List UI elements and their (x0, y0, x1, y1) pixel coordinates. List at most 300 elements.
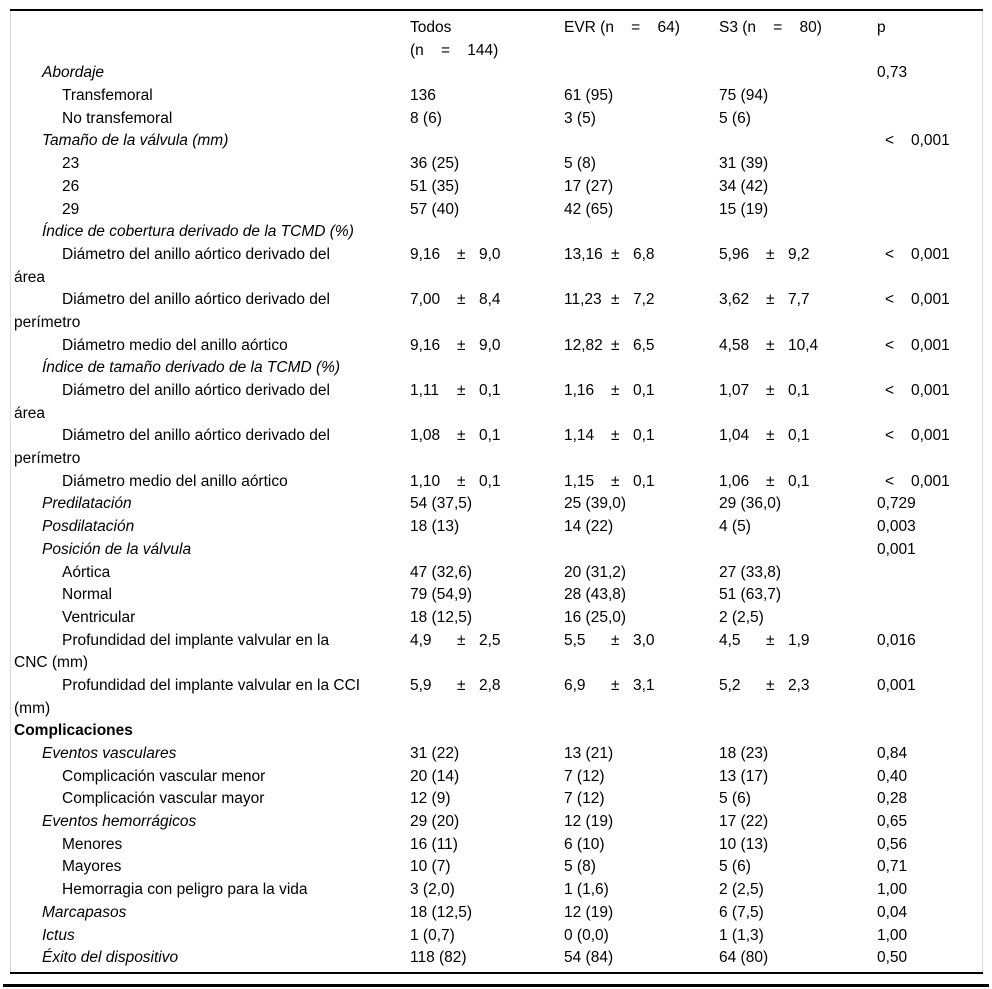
cell-s3: 64 (80) (719, 949, 769, 967)
cell-p (877, 425, 950, 448)
less-than-sign: < (885, 472, 895, 490)
table-header-line-2 (11, 40, 981, 63)
row-label: Ictus (42, 926, 75, 944)
table-row (11, 720, 981, 743)
plus-minus-sign: ± (611, 336, 620, 354)
cell-s3 (719, 675, 810, 698)
less-than-sign: < (885, 336, 895, 354)
mean-value: 1,15 (564, 472, 595, 490)
cell-evr: 17 (27) (564, 177, 614, 195)
cell-p: 0,84 (877, 745, 908, 762)
cell-p: 0,28 (877, 790, 908, 808)
row-label: Eventos hemorrágicos (42, 813, 197, 831)
table-row-line (11, 130, 981, 153)
cell-s3: 4 (5) (719, 518, 751, 536)
cell-s3: 31 (39) (719, 155, 769, 173)
mean-value: 1,11 (410, 382, 440, 399)
table-row (11, 335, 981, 358)
less-than-sign: < (885, 132, 895, 150)
cell-p (877, 335, 950, 358)
plus-minus-sign: ± (457, 631, 466, 649)
mean-value: 9,16 (410, 336, 441, 354)
cell-s3: 15 (19) (719, 200, 769, 218)
cell-p: 0,04 (877, 903, 908, 921)
cell-p: 0,003 (877, 518, 916, 536)
p-value: 0,001 (911, 382, 950, 399)
cell-todos: 10 (7) (410, 858, 451, 876)
table-row (11, 539, 981, 562)
table-bottom-rule (10, 972, 983, 974)
sd-value: 0,1 (633, 427, 655, 445)
sd-value: 7,7 (788, 291, 810, 309)
sd-value: 9,0 (479, 336, 501, 354)
table-row-line (11, 516, 981, 539)
sd-value: 0,1 (788, 427, 810, 445)
mean-value: 1,04 (719, 427, 750, 445)
plus-minus-sign: ± (611, 472, 620, 490)
cell-s3: 5 (6) (719, 858, 751, 876)
table-row-line (11, 584, 981, 607)
cell-s3: 5 (6) (719, 790, 751, 808)
p-value: 0,001 (911, 291, 950, 309)
mean-value: 13,16 (564, 245, 603, 263)
table-row (11, 62, 981, 85)
table-row (11, 244, 981, 289)
cell-s3 (719, 335, 818, 358)
cell-s3: 2 (2,5) (719, 608, 764, 626)
mean-value: 1,08 (410, 427, 441, 445)
table-row (11, 584, 981, 607)
row-label: No transfemoral (62, 109, 173, 127)
row-label-continuation: área (14, 268, 46, 286)
row-label: Complicación vascular menor (62, 767, 266, 785)
cell-evr (564, 425, 655, 448)
sd-value: 3,0 (633, 631, 655, 649)
cell-evr: 61 (95) (564, 87, 614, 105)
cell-s3 (719, 425, 810, 448)
table-row-line (11, 153, 981, 176)
table-row-line (11, 62, 981, 85)
table-row-line (11, 471, 981, 494)
plus-minus-sign: ± (766, 291, 775, 309)
table-row (11, 176, 981, 199)
mean-value: 4,5 (719, 631, 741, 649)
cell-evr: 5 (8) (564, 155, 596, 173)
cell-p: 1,00 (877, 926, 908, 944)
table-header-line-1 (11, 17, 981, 40)
mean-value: 1,07 (719, 382, 750, 399)
cell-todos: 18 (12,5) (410, 608, 473, 626)
mean-value: 4,9 (410, 631, 432, 649)
cell-s3 (719, 471, 810, 494)
sd-value: 8,4 (479, 291, 501, 309)
less-than-sign: < (885, 427, 895, 445)
plus-minus-sign: ± (611, 382, 620, 399)
cell-evr: 28 (43,8) (564, 586, 627, 604)
cell-s3: 34 (42) (719, 177, 769, 195)
table-row-line (11, 766, 981, 789)
row-label-continuation: área (14, 404, 46, 422)
cell-todos: 118 (82) (410, 949, 467, 967)
table-row-line-wrap (11, 267, 981, 290)
cell-s3: 27 (33,8) (719, 563, 782, 581)
table-row (11, 766, 981, 789)
table-row-line (11, 380, 981, 403)
row-label: Diámetro del anillo aórtico derivado del (62, 382, 330, 399)
cell-p: 1,00 (877, 881, 908, 899)
table-row (11, 607, 981, 630)
table-row-line (11, 108, 981, 131)
table-row-line (11, 607, 981, 630)
plus-minus-sign: ± (611, 631, 620, 649)
row-label: Mayores (62, 858, 122, 876)
less-than-sign: < (885, 245, 895, 263)
table-row (11, 108, 981, 131)
less-than-sign: < (885, 291, 895, 309)
table-row-line-wrap (11, 448, 981, 471)
plus-minus-sign: ± (457, 676, 466, 694)
cell-s3: 17 (22) (719, 813, 769, 831)
row-label: Diámetro medio del anillo aórtico (62, 336, 288, 354)
row-label: 23 (62, 155, 80, 173)
plus-minus-sign: ± (457, 382, 466, 399)
table-row (11, 562, 981, 585)
cell-evr: 54 (84) (564, 949, 614, 967)
plus-minus-sign: ± (457, 291, 466, 309)
cell-evr (564, 471, 655, 494)
table-row (11, 153, 981, 176)
cell-evr (564, 335, 655, 358)
sd-value: 0,1 (788, 472, 810, 490)
column-header-s3: S3 (n = 80) (719, 19, 822, 36)
sd-value: 2,5 (479, 631, 501, 649)
cell-todos (410, 425, 501, 448)
table-row-line-wrap (11, 652, 981, 675)
plus-minus-sign: ± (611, 676, 620, 694)
table-row-line (11, 221, 981, 244)
cell-todos: 136 (410, 87, 436, 105)
table-row-line (11, 788, 981, 811)
sd-value: 3,1 (633, 676, 655, 694)
cell-todos: 3 (2,0) (410, 881, 455, 899)
mean-value: 1,14 (564, 427, 595, 445)
cell-p (877, 130, 950, 153)
table-header-row (11, 17, 981, 62)
table-row (11, 221, 981, 244)
table-row (11, 289, 981, 334)
row-label-continuation: (mm) (14, 699, 51, 717)
table-row-line-wrap (11, 698, 981, 721)
table-row (11, 380, 981, 425)
sd-value: 9,0 (479, 245, 501, 263)
cell-evr: 14 (22) (564, 518, 614, 536)
cell-evr: 12 (19) (564, 813, 614, 831)
table-row (11, 811, 981, 834)
mean-value: 11,23 (564, 291, 602, 309)
plus-minus-sign: ± (611, 427, 620, 445)
table-row-line-wrap (11, 403, 981, 426)
table-row (11, 788, 981, 811)
plus-minus-sign: ± (766, 676, 775, 694)
table-row-line (11, 199, 981, 222)
cell-evr: 7 (12) (564, 767, 605, 785)
cell-p: 0,001 (877, 676, 916, 694)
row-label: Eventos vasculares (42, 745, 177, 762)
cell-evr (564, 289, 655, 312)
sd-value: 0,1 (633, 382, 655, 399)
table-row-line-wrap (11, 312, 981, 335)
cell-todos: 8 (6) (410, 109, 442, 127)
cell-evr (564, 244, 655, 267)
row-label: Éxito del dispositivo (42, 949, 179, 967)
sd-value: 0,1 (788, 382, 810, 399)
p-value: 0,001 (911, 132, 950, 150)
cell-evr: 20 (31,2) (564, 563, 627, 581)
sd-value: 6,8 (633, 245, 655, 263)
cell-p: 0,50 (877, 949, 908, 967)
table-row (11, 516, 981, 539)
column-header-todos-n: (n = 144) (410, 41, 499, 59)
table-row-line (11, 244, 981, 267)
row-label-continuation: perímetro (14, 450, 81, 468)
cell-evr: 7 (12) (564, 790, 605, 808)
table-row-line (11, 289, 981, 312)
sd-value: 1,9 (788, 631, 810, 649)
table-row (11, 675, 981, 720)
row-label: Complicaciones (14, 722, 133, 740)
table-row (11, 630, 981, 675)
mean-value: 5,5 (564, 631, 586, 649)
row-label: Profundidad del implante valvular en la (62, 631, 330, 649)
table-row (11, 130, 981, 153)
table-row-line (11, 630, 981, 653)
row-label: Marcapasos (42, 903, 127, 921)
cell-todos (410, 335, 501, 358)
p-value: 0,001 (911, 472, 950, 490)
cell-evr (564, 675, 655, 698)
cell-p: 0,65 (877, 813, 908, 831)
less-than-sign: < (885, 382, 895, 399)
table-row-line (11, 902, 981, 925)
table-row (11, 856, 981, 879)
sd-value: 2,8 (479, 676, 501, 694)
p-value: 0,001 (911, 336, 950, 354)
plus-minus-sign: ± (457, 245, 466, 263)
cell-p (877, 380, 950, 403)
cell-todos: 31 (22) (410, 745, 460, 762)
row-label: 26 (62, 177, 80, 195)
cell-p: 0,001 (877, 540, 916, 558)
cell-s3: 5 (6) (719, 109, 751, 127)
table-row (11, 85, 981, 108)
row-label: Tamaño de la válvula (mm) (42, 132, 229, 150)
sd-value: 0,1 (633, 472, 655, 490)
row-label: 29 (62, 200, 80, 218)
cell-todos (410, 630, 501, 653)
table-row (11, 493, 981, 516)
mean-value: 5,2 (719, 676, 741, 694)
table-row (11, 357, 981, 380)
cell-s3: 6 (7,5) (719, 903, 764, 921)
table-row-line (11, 879, 981, 902)
row-label: Predilatación (42, 495, 132, 513)
table-row-line (11, 834, 981, 857)
plus-minus-sign: ± (457, 336, 466, 354)
row-label: Posdilatación (42, 518, 135, 536)
row-label: Complicación vascular mayor (62, 790, 265, 808)
cell-todos (410, 289, 501, 312)
cell-s3 (719, 289, 810, 312)
mean-value: 7,00 (410, 291, 441, 309)
column-header-p: p (877, 19, 886, 36)
cell-todos: 18 (12,5) (410, 903, 473, 921)
plus-minus-sign: ± (766, 382, 775, 399)
table-row (11, 199, 981, 222)
plus-minus-sign: ± (766, 427, 775, 445)
table-row-line (11, 357, 981, 380)
sd-value: 0,1 (479, 427, 501, 445)
table-row-line (11, 947, 981, 970)
cell-todos: 18 (13) (410, 518, 460, 536)
cell-evr: 42 (65) (564, 200, 614, 218)
cell-todos (410, 675, 501, 698)
plus-minus-sign: ± (457, 472, 466, 490)
cell-p: 0,40 (877, 767, 908, 785)
cell-s3: 10 (13) (719, 835, 769, 853)
row-label: Menores (62, 835, 123, 853)
table-row-line (11, 539, 981, 562)
cell-todos: 79 (54,9) (410, 586, 473, 604)
cell-todos: 1 (0,7) (410, 926, 455, 944)
table-row-line (11, 176, 981, 199)
table-row (11, 925, 981, 948)
table-row-line (11, 675, 981, 698)
cell-todos: 12 (9) (410, 790, 451, 808)
table-row-line (11, 811, 981, 834)
mean-value: 6,9 (564, 676, 586, 694)
cell-evr (564, 630, 655, 653)
cell-evr: 5 (8) (564, 858, 596, 876)
mean-value: 3,62 (719, 291, 750, 309)
cell-evr: 13 (21) (564, 745, 614, 762)
cell-p (877, 244, 950, 267)
table-row-line (11, 856, 981, 879)
mean-value: 4,58 (719, 336, 750, 354)
cell-todos: 36 (25) (410, 155, 460, 173)
mean-value: 5,9 (410, 676, 432, 694)
cell-s3 (719, 244, 810, 267)
mean-value: 1,10 (410, 472, 441, 490)
sd-value: 0,1 (479, 472, 501, 490)
table-row-line (11, 493, 981, 516)
table-row-line (11, 720, 981, 743)
row-label: Transfemoral (62, 87, 153, 105)
plus-minus-sign: ± (611, 245, 620, 263)
row-label-continuation: CNC (mm) (14, 654, 89, 672)
table-body (11, 62, 981, 970)
column-header-evr: EVR (n = 64) (564, 19, 680, 36)
row-label: Índice de cobertura derivado de la TCMD (%) (42, 223, 354, 241)
row-label: Diámetro del anillo aórtico derivado del (62, 291, 330, 309)
cell-todos (410, 380, 501, 403)
plus-minus-sign: ± (457, 427, 466, 445)
cell-p (877, 289, 950, 312)
row-label: Profundidad del implante valvular en la CCI (62, 676, 361, 694)
cell-p: 0,56 (877, 835, 908, 853)
table-row-line (11, 425, 981, 448)
sd-value: 0,1 (479, 382, 501, 399)
cell-s3: 51 (63,7) (719, 586, 782, 604)
mean-value: 1,06 (719, 472, 750, 490)
row-label: Abordaje (42, 64, 105, 82)
row-label: Índice de tamaño derivado de la TCMD (%) (42, 359, 341, 377)
table-row (11, 902, 981, 925)
page-bottom-rule (3, 984, 989, 987)
table-row (11, 425, 981, 470)
sd-value: 10,4 (788, 336, 819, 354)
sd-value: 9,2 (788, 245, 810, 263)
cell-s3: 1 (1,3) (719, 926, 764, 944)
cell-todos: 57 (40) (410, 200, 460, 218)
p-value: 0,001 (911, 245, 950, 263)
sd-value: 2,3 (788, 676, 810, 694)
cell-todos: 16 (11) (410, 835, 458, 853)
mean-value: 12,82 (564, 336, 603, 354)
cell-p: 0,73 (877, 64, 908, 82)
cell-evr: 3 (5) (564, 109, 596, 127)
cell-s3: 2 (2,5) (719, 881, 764, 899)
cell-todos: 51 (35) (410, 177, 460, 195)
plus-minus-sign: ± (766, 245, 775, 263)
row-label: Diámetro del anillo aórtico derivado del (62, 245, 330, 263)
table-row (11, 879, 981, 902)
mean-value: 9,16 (410, 245, 441, 263)
comparison-table (11, 11, 981, 970)
cell-todos (410, 244, 501, 267)
cell-todos: 54 (37,5) (410, 495, 473, 513)
cell-evr: 12 (19) (564, 903, 614, 921)
row-label: Normal (62, 586, 112, 604)
plus-minus-sign: ± (766, 472, 775, 490)
table-row (11, 834, 981, 857)
table-row-line (11, 743, 981, 766)
cell-s3 (719, 630, 810, 653)
row-label: Aórtica (62, 563, 111, 581)
cell-s3: 29 (36,0) (719, 495, 782, 513)
row-label: Hemorragia con peligro para la vida (62, 881, 308, 899)
row-label: Ventricular (62, 608, 136, 626)
row-label: Diámetro medio del anillo aórtico (62, 472, 288, 490)
table-row (11, 947, 981, 970)
cell-s3 (719, 380, 810, 403)
cell-p (877, 471, 950, 494)
cell-evr: 6 (10) (564, 835, 605, 853)
cell-todos: 29 (20) (410, 813, 460, 831)
table-row-line (11, 925, 981, 948)
p-value: 0,001 (911, 427, 950, 445)
cell-p: 0,016 (877, 631, 916, 649)
cell-todos (410, 471, 501, 494)
column-header-todos: Todos (410, 19, 452, 36)
row-label: Diámetro del anillo aórtico derivado del (62, 427, 330, 445)
table-row-line (11, 85, 981, 108)
plus-minus-sign: ± (611, 291, 620, 309)
cell-evr (564, 380, 655, 403)
plus-minus-sign: ± (766, 336, 775, 354)
cell-p: 0,71 (877, 858, 908, 876)
cell-evr: 16 (25,0) (564, 608, 627, 626)
mean-value: 1,16 (564, 382, 595, 399)
